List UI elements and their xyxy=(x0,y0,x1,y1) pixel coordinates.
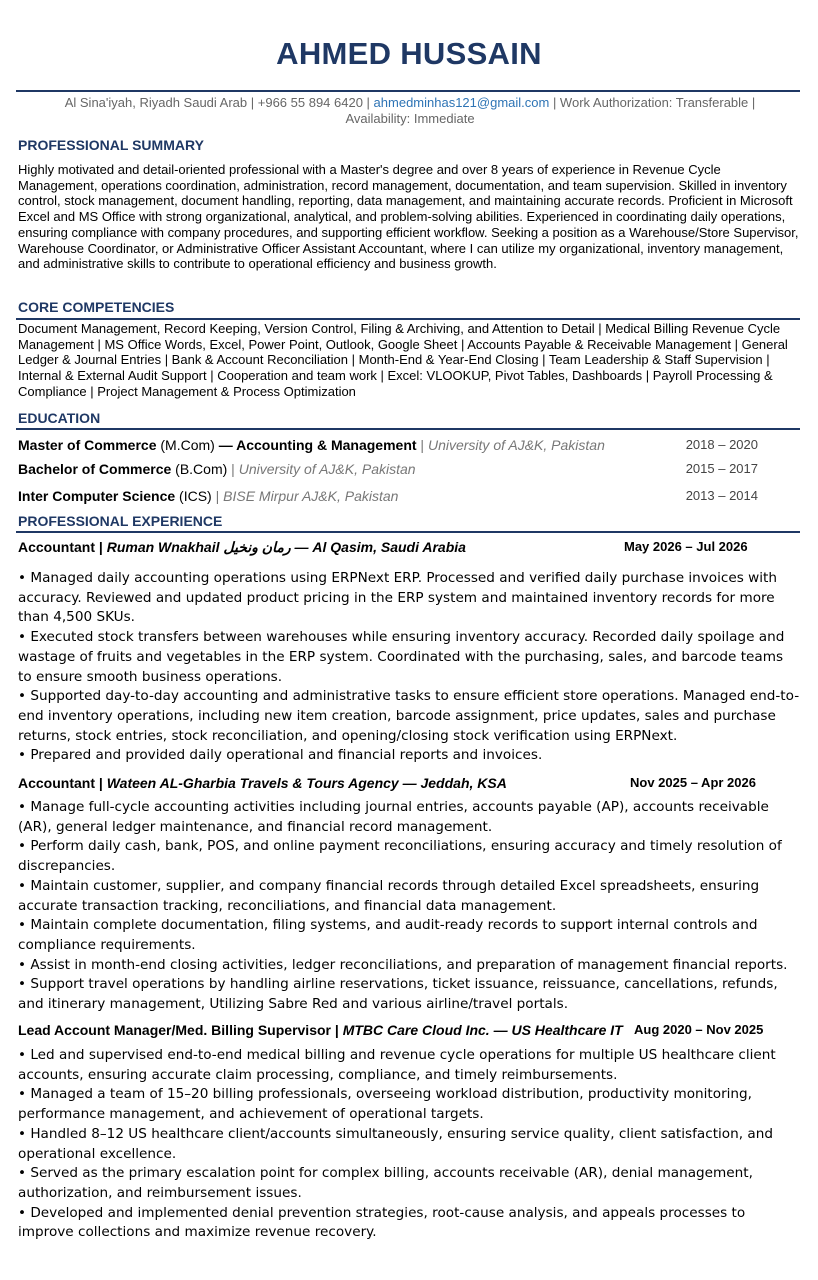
job-header xyxy=(18,774,800,792)
separator: | xyxy=(95,539,107,555)
job-header xyxy=(18,1021,800,1039)
job-title: Accountant xyxy=(18,539,95,555)
school-name: University of AJ&K, Pakistan xyxy=(238,461,416,477)
competencies-text: Document Management, Record Keeping, Version Control, Filing & Archiving, and Attention to Detail | Medical Billing Revenue Cycle Management | MS Office Words, Excel, Power Point, Outlook, Google Sheet | Accounts Payable & Receivable Management | General Ledger & Journal Entries | Bank & Account Reconciliation | Month-End & Year-End Closing | Team Leadership & Staff Supervision | Internal & External Audit Support | Cooperation and team work | Excel: VLOOKUP, Pivot Tables, Dashboards | Payroll Processing & Compliance | Project Management & Process Optimization xyxy=(18,321,788,399)
bullet-item: • Managed daily accounting operations using ERPNext ERP. Processed and verified daily purchase invoices with accuracy. Reviewed and updated product pricing in the ERP system and maintained inventory records for more than 4,500 SKUs. xyxy=(18,570,777,626)
separator: | xyxy=(416,437,428,453)
separator: | xyxy=(95,775,107,791)
separator: | xyxy=(215,488,224,504)
availability: Availability: Immediate xyxy=(345,111,475,126)
company-name: Wateen AL-Gharbia Travels & Tours Agency — Jeddah, KSA xyxy=(106,775,507,791)
job-bullets xyxy=(18,798,800,1015)
bullet-item: • Handled 8–12 US healthcare client/accounts simultaneously, ensuring service quality, client satisfaction, and operational excellence. xyxy=(18,1125,773,1162)
education-dates: 2013 – 2014 xyxy=(685,488,758,503)
degree-name: Bachelor of Commerce xyxy=(18,461,172,477)
bullet-item: • Manage full-cycle accounting activities including journal entries, accounts payable (AP), accounts receivable (AR), general ledger maintenance, and financial record management. xyxy=(18,799,769,835)
bullet-item: • Managed a team of 15–20 billing professionals, overseeing workload distribution, productivity monitoring, performance management, and achievement of operational targets. xyxy=(18,1086,753,1123)
school-name: University of AJ&K, Pakistan xyxy=(427,437,605,453)
section-title-education: EDUCATION xyxy=(18,410,101,426)
contact-info xyxy=(30,95,790,127)
job-dates: May 2026 – Jul 2026 xyxy=(624,539,748,554)
job-dates: Aug 2020 – Nov 2025 xyxy=(634,1022,764,1037)
education-item xyxy=(18,436,758,454)
candidate-name: AHMED HUSSAIN xyxy=(276,36,542,71)
bullet-item: • Perform daily cash, bank, POS, and online payment reconciliations, ensuring accuracy and timely resolution of discrepancies. xyxy=(18,838,782,875)
company-name: Ruman Wnakhail رمان ونخيل — Al Qasim, Saudi Arabia xyxy=(106,539,466,555)
education-dates: 2018 – 2020 xyxy=(685,437,758,452)
education-item xyxy=(18,460,758,478)
degree-name: Inter Computer Science xyxy=(18,488,176,504)
job-dates: Nov 2025 – Apr 2026 xyxy=(630,775,756,790)
education-divider xyxy=(16,428,800,430)
section-title-experience: PROFESSIONAL EXPERIENCE xyxy=(18,513,223,529)
email-link[interactable]: ahmedminhas121@gmail.com xyxy=(373,95,550,110)
bullet-item: • Maintain complete documentation, filing systems, and audit-ready records to support internal controls and compliance requirements. xyxy=(18,917,758,953)
bullet-item: • Developed and implemented denial prevention strategies, root-cause analysis, and appeals processes to improve collections and maximize revenue recovery. xyxy=(18,1204,746,1241)
bullet-item: • Supported day-to-day accounting and administrative tasks to ensure efficient store operations. Managed end-to-end inventory operations, including new item creation, barcode assignment, price updates, sales and purchase returns, stock entries, stock reconciliation, and opening/closing stock verification using ERPNext. xyxy=(18,688,800,744)
summary-text: Highly motivated and detail-oriented professional with a Master's degree and over 8 years of experience in Revenue Cycle Management, operations coordination, administration, record management, documentation, and team supervision. Skilled in inventory control, stock management, document handling, reporting, data management, and maintaining accurate records. Proficient in Microsoft Excel and MS Office with strong organizational, analytical, and problem-solving abilities. Experienced in coordinating daily operations, ensuring compliance with company procedures, and supporting efficient workflow. Seeking a position as a Warehouse/Store Supervisor, Warehouse Coordinator, or Administrative Officer Assistant Accountant, where I can utilize my organizational, inventory management, and administrative skills to contribute to operational efficiency and business growth. xyxy=(18,162,799,272)
work-authorization: | Work Authorization: Transferable | xyxy=(549,95,756,110)
competencies-divider xyxy=(16,318,800,320)
company-name: MTBC Care Cloud Inc. — US Healthcare IT xyxy=(342,1022,623,1038)
job-title: Lead Account Manager/Med. Billing Supervisor xyxy=(18,1022,331,1038)
section-title-competencies: CORE COMPETENCIES xyxy=(18,299,175,315)
degree-abbr: (M.Com) xyxy=(156,437,219,453)
degree-name: Master of Commerce xyxy=(18,437,157,453)
bullet-item: • Prepared and provided daily operational and financial reports and invoices. xyxy=(18,747,543,764)
education-item xyxy=(18,487,758,505)
degree-major: — Accounting & Management xyxy=(218,437,417,453)
section-title-summary: PROFESSIONAL SUMMARY xyxy=(18,137,204,153)
bullet-item: • Assist in month-end closing activities, ledger reconciliations, and preparation of management financial reports. xyxy=(18,956,788,973)
school-name: BISE Mirpur AJ&K, Pakistan xyxy=(223,488,399,504)
job-title: Accountant xyxy=(18,775,95,791)
degree-abbr: (ICS) xyxy=(175,488,216,504)
bullet-item: • Led and supervised end-to-end medical billing and revenue cycle operations for multiple US healthcare client accounts, ensuring accurate claim processing, compliance, and timely reimbursements. xyxy=(18,1047,776,1083)
experience-divider xyxy=(16,531,800,533)
job-bullets xyxy=(18,1046,800,1243)
degree-abbr: (B.Com) xyxy=(171,461,232,477)
bullet-item: • Maintain customer, supplier, and company financial records through detailed Excel spreadsheets, ensuring accurate transaction tracking, reconciliations, and financial data management. xyxy=(18,877,760,914)
contact-details: Al Sina'iyah, Riyadh Saudi Arab | +966 55 894 6420 | xyxy=(64,95,374,110)
job-bullets xyxy=(18,569,800,766)
bullet-item: • Served as the primary escalation point for complex billing, accounts receivable (AR), denial management, authorization, and reimbursement issues. xyxy=(18,1165,753,1201)
bullet-item: • Support travel operations by handling airline reservations, ticket issuance, reissuance, cancellations, refunds, and itinerary management, Utilizing Sabre Red and various airline/travel portals. xyxy=(18,976,778,1013)
separator: | xyxy=(231,461,239,477)
bullet-item: • Executed stock transfers between warehouses while ensuring inventory accuracy. Recorded daily spoilage and wastage of fruits and vegetables in the ERP system. Coordinated with the purchasing, sales, and barcode teams to ensure smooth business operations. xyxy=(18,629,785,685)
job-header xyxy=(18,538,800,556)
separator: | xyxy=(330,1022,343,1038)
education-dates: 2015 – 2017 xyxy=(685,461,758,476)
header-divider xyxy=(16,90,800,92)
